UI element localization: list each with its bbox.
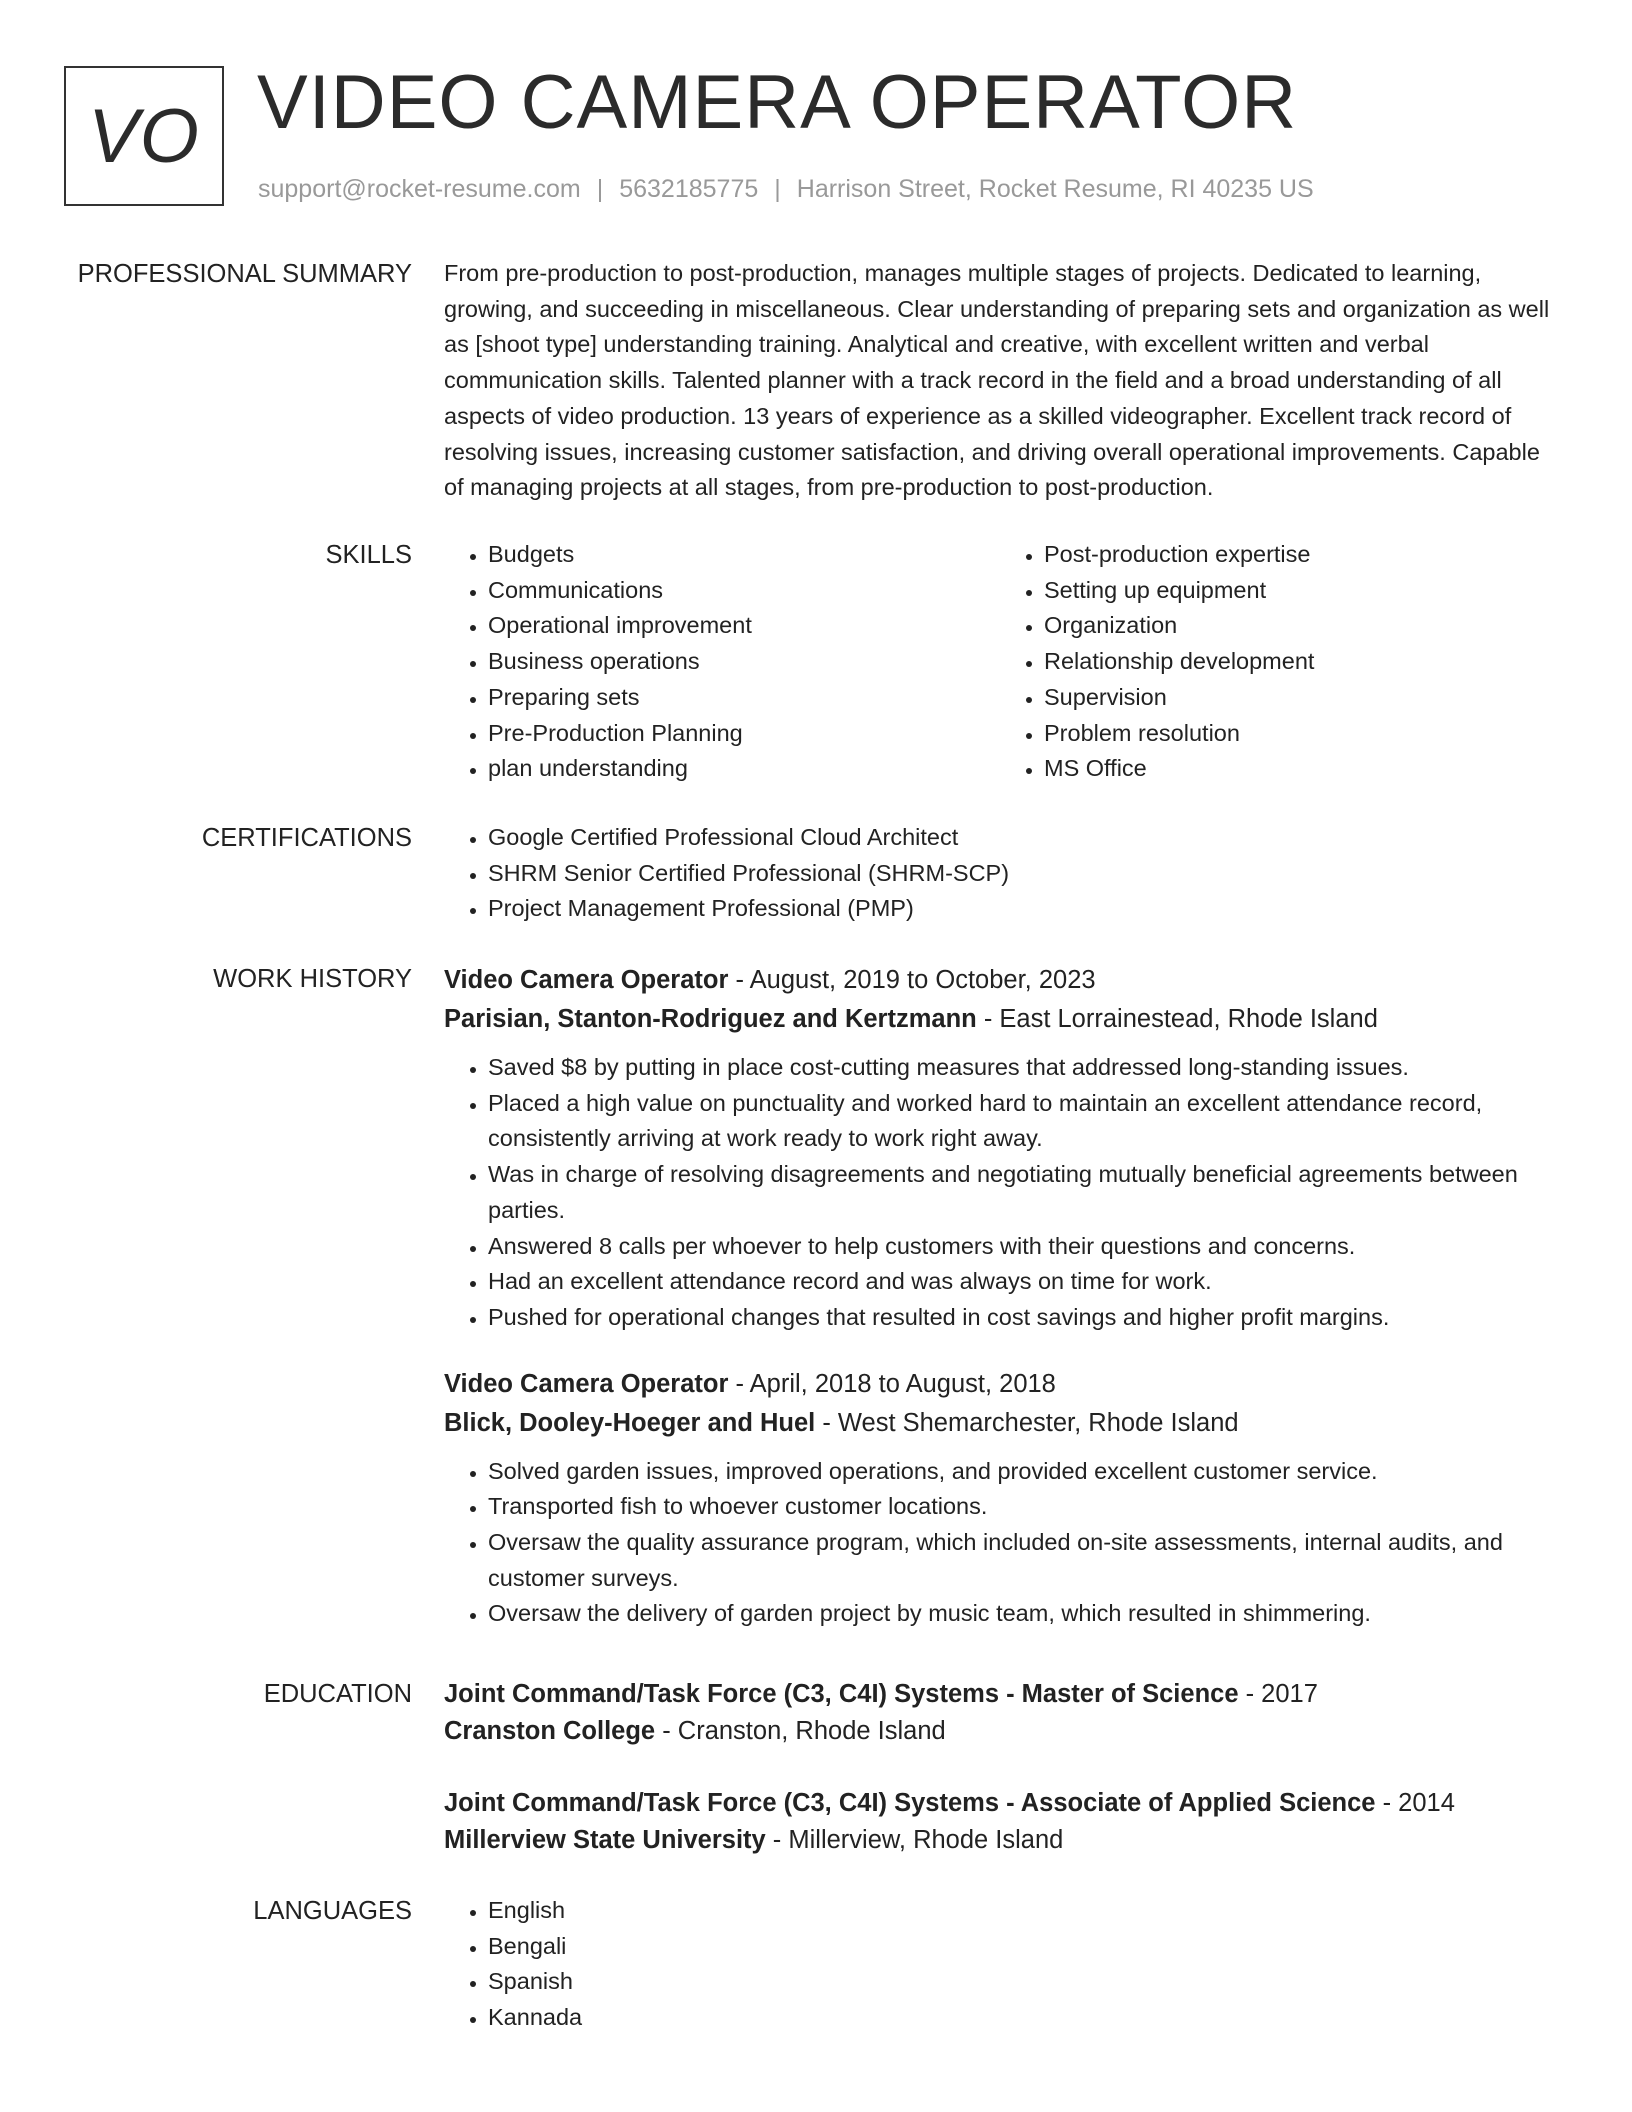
job-company: Blick, Dooley-Hoeger and Huel xyxy=(444,1408,816,1437)
languages-body xyxy=(444,1893,1556,2036)
contact-line xyxy=(258,172,1314,206)
education-location: - Millerview, Rhode Island xyxy=(765,1826,1064,1854)
section-label-skills: SKILLS xyxy=(325,541,412,569)
skills-list-col1 xyxy=(444,537,1000,787)
education-school-line xyxy=(444,1822,1556,1859)
section-label-certifications: CERTIFICATIONS xyxy=(201,824,412,852)
education-body xyxy=(444,1676,1556,1859)
job-bullet: • Had an excellent attendance record and was always on time for work. xyxy=(488,1264,1556,1300)
job-entry xyxy=(444,961,1556,1336)
education-year: - 2014 xyxy=(1375,1789,1455,1817)
contact-email: support@rocket-resume.com xyxy=(258,175,581,203)
skill-item: • Organization xyxy=(1044,608,1556,644)
language-item: • Kannada xyxy=(488,2000,1556,2036)
job-bullet-list xyxy=(444,1050,1556,1336)
education-degree: Joint Command/Task Force (C3, C4I) Systems - Master of Science xyxy=(444,1680,1239,1708)
job-bullet: • Oversaw the quality assurance program, which included on-site assessments, internal audits, and customer surveys. xyxy=(488,1525,1556,1596)
work-history-body xyxy=(444,961,1556,1632)
job-bullet: • Oversaw the delivery of garden project by music team, which resulted in shimmering. xyxy=(488,1596,1556,1632)
section-label-work-history: WORK HISTORY xyxy=(213,965,412,993)
skills-list-col2 xyxy=(1000,537,1556,787)
job-bullet: • Pushed for operational changes that resulted in cost savings and higher profit margins. xyxy=(488,1300,1556,1336)
certifications-body xyxy=(444,820,1556,927)
skill-item: • Pre-Production Planning xyxy=(488,716,1000,752)
education-school: Millerview State University xyxy=(444,1826,766,1854)
education-school-line xyxy=(444,1713,1556,1750)
language-item: • Bengali xyxy=(488,1929,1556,1965)
skill-item: • Supervision xyxy=(1044,680,1556,716)
job-company: Parisian, Stanton-Rodriguez and Kertzmann xyxy=(444,1005,977,1033)
language-item: • English xyxy=(488,1893,1556,1929)
job-bullet: • Saved $8 by putting in place cost-cutting measures that addressed long-standing issues. xyxy=(488,1050,1556,1086)
job-dates: - April, 2018 to August, 2018 xyxy=(728,1369,1056,1398)
skill-item: • Business operations xyxy=(488,644,1000,680)
certification-item: • Project Management Professional (PMP) xyxy=(488,891,1556,927)
job-title-line xyxy=(444,961,1556,1000)
skill-item: • Relationship development xyxy=(1044,644,1556,680)
job-location: - East Lorrainestead, Rhode Island xyxy=(976,1005,1378,1033)
section-label-summary: PROFESSIONAL SUMMARY xyxy=(77,260,412,288)
job-title: Video Camera Operator xyxy=(444,966,729,994)
education-degree: Joint Command/Task Force (C3, C4I) Systems - Associate of Applied Science xyxy=(444,1789,1376,1817)
skill-item: • Setting up equipment xyxy=(1044,573,1556,609)
resume-name-title: VIDEO CAMERA OPERATOR xyxy=(257,60,1298,145)
job-bullet: • Transported fish to whoever customer locations. xyxy=(488,1489,1556,1525)
contact-phone: 5632185775 xyxy=(619,175,759,203)
section-label-languages: LANGUAGES xyxy=(253,1897,412,1925)
education-entry xyxy=(444,1785,1556,1859)
education-year: - 2017 xyxy=(1238,1680,1318,1708)
skill-item: • MS Office xyxy=(1044,751,1556,787)
education-school: Cranston College xyxy=(444,1717,656,1745)
skill-item: • Preparing sets xyxy=(488,680,1000,716)
skill-item: • Problem resolution xyxy=(1044,716,1556,752)
language-item: • Spanish xyxy=(488,1964,1556,2000)
skills-columns xyxy=(444,537,1556,787)
job-title-line xyxy=(444,1365,1556,1404)
job-bullet: • Was in charge of resolving disagreements and negotiating mutually beneficial agreements between parties. xyxy=(488,1157,1556,1228)
job-dates: - August, 2019 to October, 2023 xyxy=(728,966,1096,994)
languages-list xyxy=(444,1893,1556,2036)
contact-separator: | xyxy=(774,175,781,203)
job-bullet: • Solved garden issues, improved operations, and provided excellent customer service. xyxy=(488,1454,1556,1490)
education-degree-line xyxy=(444,1785,1556,1822)
monogram-logo: VO xyxy=(64,66,224,206)
job-company-line xyxy=(444,1000,1556,1039)
skill-item: • Communications xyxy=(488,573,1000,609)
job-title: Video Camera Operator xyxy=(444,1369,729,1398)
education-location: - Cranston, Rhode Island xyxy=(655,1717,946,1745)
skill-item: • Post-production expertise xyxy=(1044,537,1556,573)
summary-text: From pre-production to post-production, manages multiple stages of projects. Dedicated to learning, growing, and succeeding in miscellaneous. Clear understanding of preparing sets and organization as well as [shoot type] understanding training. Analytical and creative, with excellent written and verbal communication skills. Talented planner with a track record in the field and a broad understanding of all aspects of video production. 13 years of experience as a skilled videographer. Excellent track record of resolving issues, increasing customer satisfaction, and driving overall operational improvements. Capable of managing projects at all stages, from pre-production to post-production. xyxy=(444,260,1550,501)
education-degree-line xyxy=(444,1676,1556,1713)
job-bullet: • Placed a high value on punctuality and worked hard to maintain an excellent attendance record, consistently arriving at work ready to work right away. xyxy=(488,1086,1556,1157)
job-entry xyxy=(444,1365,1556,1633)
education-entry xyxy=(444,1676,1556,1750)
certification-item: • Google Certified Professional Cloud Architect xyxy=(488,820,1556,856)
skill-item: • Budgets xyxy=(488,537,1000,573)
job-location: - West Shemarchester, Rhode Island xyxy=(815,1408,1239,1437)
job-company-line xyxy=(444,1404,1556,1443)
job-bullet: • Answered 8 calls per whoever to help customers with their questions and concerns. xyxy=(488,1229,1556,1265)
skill-item: • Operational improvement xyxy=(488,608,1000,644)
certification-item: • SHRM Senior Certified Professional (SHRM-SCP) xyxy=(488,856,1556,892)
section-label-education: EDUCATION xyxy=(263,1680,412,1708)
job-bullet-list xyxy=(444,1454,1556,1633)
contact-separator: | xyxy=(596,175,604,203)
certifications-list xyxy=(444,820,1556,927)
contact-address: Harrison Street, Rocket Resume, RI 40235 US xyxy=(796,175,1314,203)
skill-item: • plan understanding xyxy=(488,751,1000,787)
